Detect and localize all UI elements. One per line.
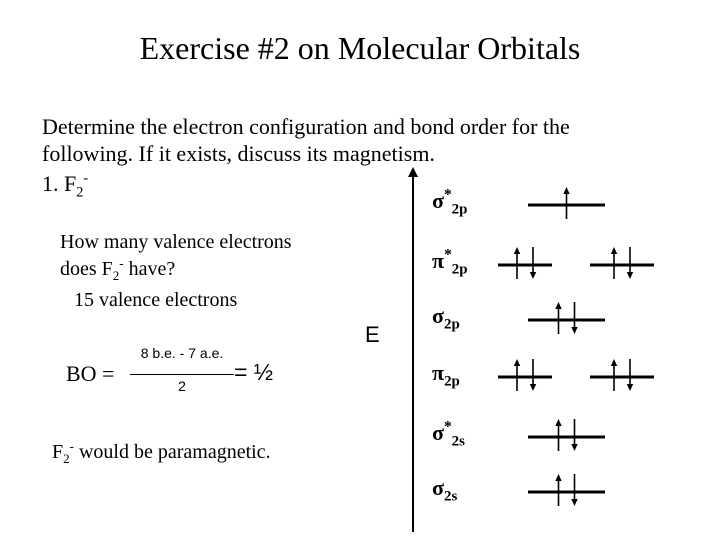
electron-down-arrow-head xyxy=(571,444,577,451)
antibonding-star: * xyxy=(443,418,452,436)
orbital-label xyxy=(432,303,460,333)
orbital-subscript: 2p xyxy=(451,201,468,218)
bond-order-label: BO = xyxy=(66,361,115,386)
prompt-line-2: following. If it exists, discuss its magnetism. xyxy=(42,141,435,166)
question-pre: does F xyxy=(60,258,113,280)
orbital-label xyxy=(432,475,458,505)
orbital-label xyxy=(432,186,468,218)
slide-title: Exercise #2 on Molecular Orbitals xyxy=(139,30,581,66)
orbital-subscript: 2s xyxy=(443,488,458,505)
prompt-line-1: Determine the electron configuration and bond order for the xyxy=(42,114,570,139)
electron-down-arrow-head xyxy=(627,384,633,391)
item-superscript: - xyxy=(83,170,89,187)
orbital-subscript: 2p xyxy=(451,261,468,278)
orbital-subscript: 2p xyxy=(443,316,460,333)
electron-down-arrow-head xyxy=(627,272,633,279)
electron-down-arrow-head xyxy=(530,384,536,391)
orbital-label xyxy=(432,246,468,278)
electron-down-arrow-head xyxy=(571,327,577,334)
bond-order-denominator: 2 xyxy=(178,378,186,394)
orbital-symbol: π xyxy=(432,360,445,385)
electron-up-arrow-head xyxy=(611,359,617,366)
electron-up-arrow-head xyxy=(514,247,520,254)
magnetism-post: would be paramagnetic. xyxy=(73,441,271,463)
electron-up-arrow-head xyxy=(555,419,561,426)
orbital-symbol: σ xyxy=(432,420,444,445)
orbital-subscript: 2p xyxy=(444,373,460,390)
electron-up-arrow-head xyxy=(514,359,520,366)
question-sub: 2 xyxy=(112,268,120,283)
energy-axis-label: E xyxy=(365,322,380,347)
electron-up-arrow-head xyxy=(555,474,561,481)
electron-up-arrow-head xyxy=(611,247,617,254)
bond-order-result: = ½ xyxy=(234,359,274,385)
orbital-label xyxy=(432,418,465,450)
magnetism-sub: 2 xyxy=(63,451,70,466)
item-subscript: 2 xyxy=(76,184,84,201)
question-line-1: How many valence electrons xyxy=(60,231,292,253)
orbital-symbol: π xyxy=(432,248,445,273)
orbital-symbol: σ xyxy=(432,303,444,328)
orbital-symbol: σ xyxy=(432,188,444,213)
question-post: have? xyxy=(123,258,176,280)
electron-up-arrow-head xyxy=(563,187,569,194)
answer-text: 15 valence electrons xyxy=(74,289,238,311)
question-sup: - xyxy=(119,255,124,271)
electron-down-arrow-head xyxy=(571,499,577,506)
item-number-text: 1. F xyxy=(42,171,77,196)
bond-order-numerator: 8 b.e. - 7 a.e. xyxy=(140,345,224,361)
antibonding-star: * xyxy=(444,246,452,264)
electron-up-arrow-head xyxy=(555,302,561,309)
orbital-symbol: σ xyxy=(432,475,444,500)
magnetism-sup: - xyxy=(69,438,74,454)
electron-down-arrow-head xyxy=(530,272,536,279)
magnetism-pre: F xyxy=(52,441,64,463)
orbital-subscript: 2s xyxy=(451,433,465,450)
antibonding-star: * xyxy=(443,186,452,204)
orbital-label xyxy=(432,360,460,390)
